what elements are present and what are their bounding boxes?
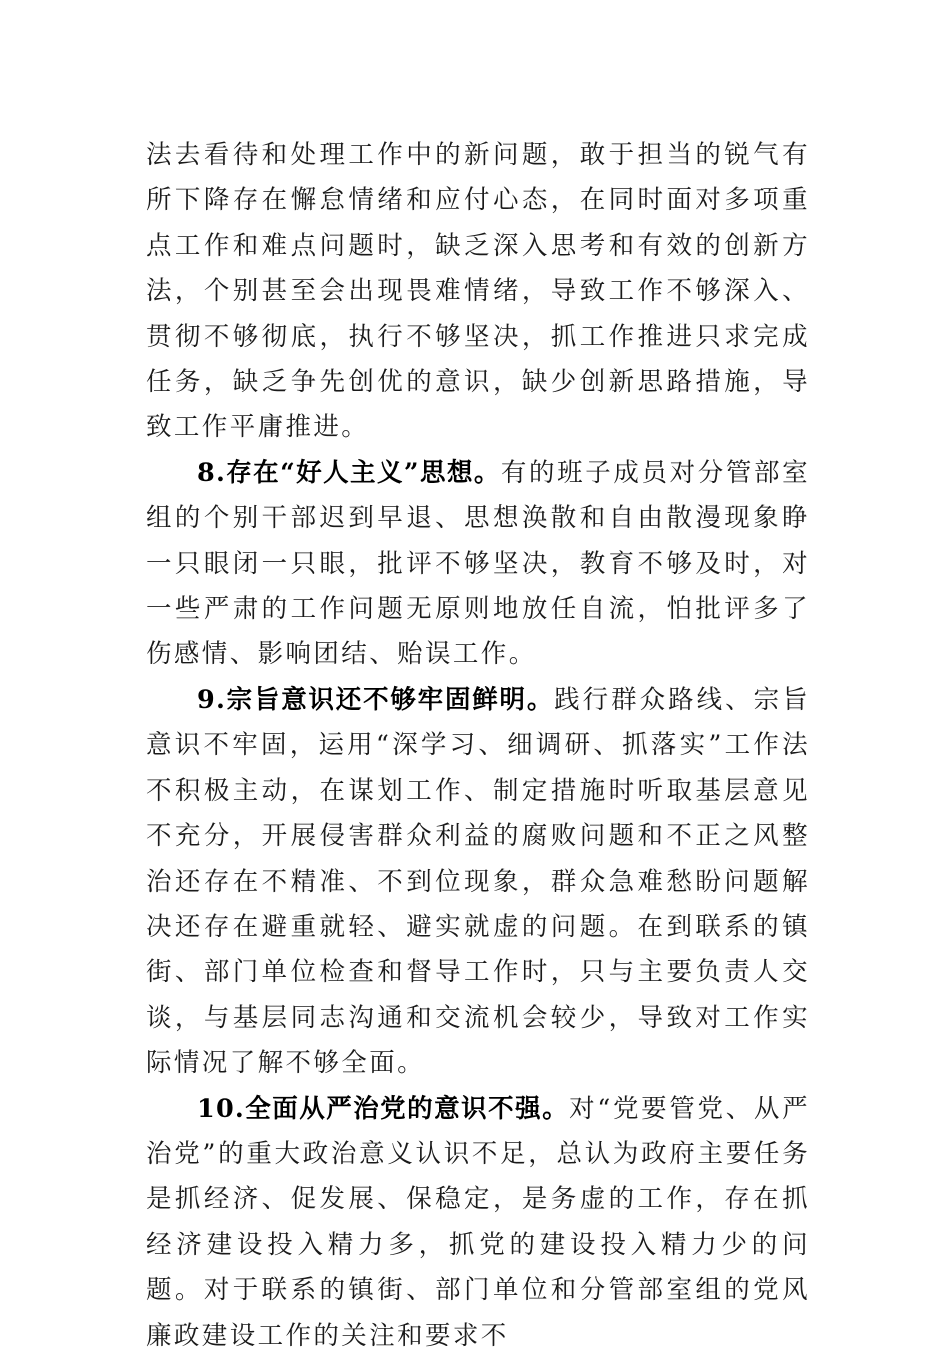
paragraph-text: 践行群众路线、宗旨意识不牢固，运用“深学习、细调研、抓落实”工作法不积极主动，在谋划工作、制定措施时听取基层意见不充分，开展侵害群众利益的腐败问题和不正之风整治还存在不精准、不到位现象，群众急难愁盼问题解决还存在避重就轻、避实就虚的问题。在到联系的镇街、部门单位检查和督导工作时，只与主要负责人交谈，与基层同志沟通和交流机会较少，导致对工作实际情况了解不够全面。	[146, 684, 810, 1079]
paragraph-heading: 9.宗旨意识还不够牢固鲜明。	[197, 684, 555, 715]
paragraph-heading: 8.存在“好人主义”思想。	[197, 457, 501, 488]
paragraph-item-10	[146, 1087, 810, 1359]
document-body	[146, 133, 810, 1359]
paragraph-item-8	[146, 451, 810, 678]
paragraph-text: 有的班子成员对分管部室组的个别干部迟到早退、思想涣散和自由散漫现象睁一只眼闭一只眼，批评不够坚决，教育不够及时，对一些严肃的工作问题无原则地放任自流，怕批评多了伤感情、影响团结、贻误工作。	[146, 457, 811, 670]
paragraph-heading: 10.全面从严治党的意识不强。	[197, 1093, 570, 1124]
paragraph-text: 法去看待和处理工作中的新问题，敢于担当的锐气有所下降存在懈怠情绪和应付心态，在同时面对多项重点工作和难点问题时，缺乏深入思考和有效的创新方法，个别甚至会出现畏难情绪，导致工作不够深入、贯彻不够彻底，执行不够坚决，抓工作推进只求完成任务，缺乏争先创优的意识，缺少创新思路措施，导致工作平庸推进。	[146, 140, 810, 443]
paragraph-continuation	[146, 133, 810, 451]
paragraph-item-9	[146, 678, 810, 1087]
paragraph-text: 对“党要管党、从严治党”的重大政治意义认识不足，总认为政府主要任务是抓经济、促发展、保稳定，是务虚的工作，存在抓经济建设投入精力多，抓党的建设投入精力少的问题。对于联系的镇街、部门单位和分管部室组的党风廉政建设工作的关注和要求不	[146, 1093, 810, 1351]
